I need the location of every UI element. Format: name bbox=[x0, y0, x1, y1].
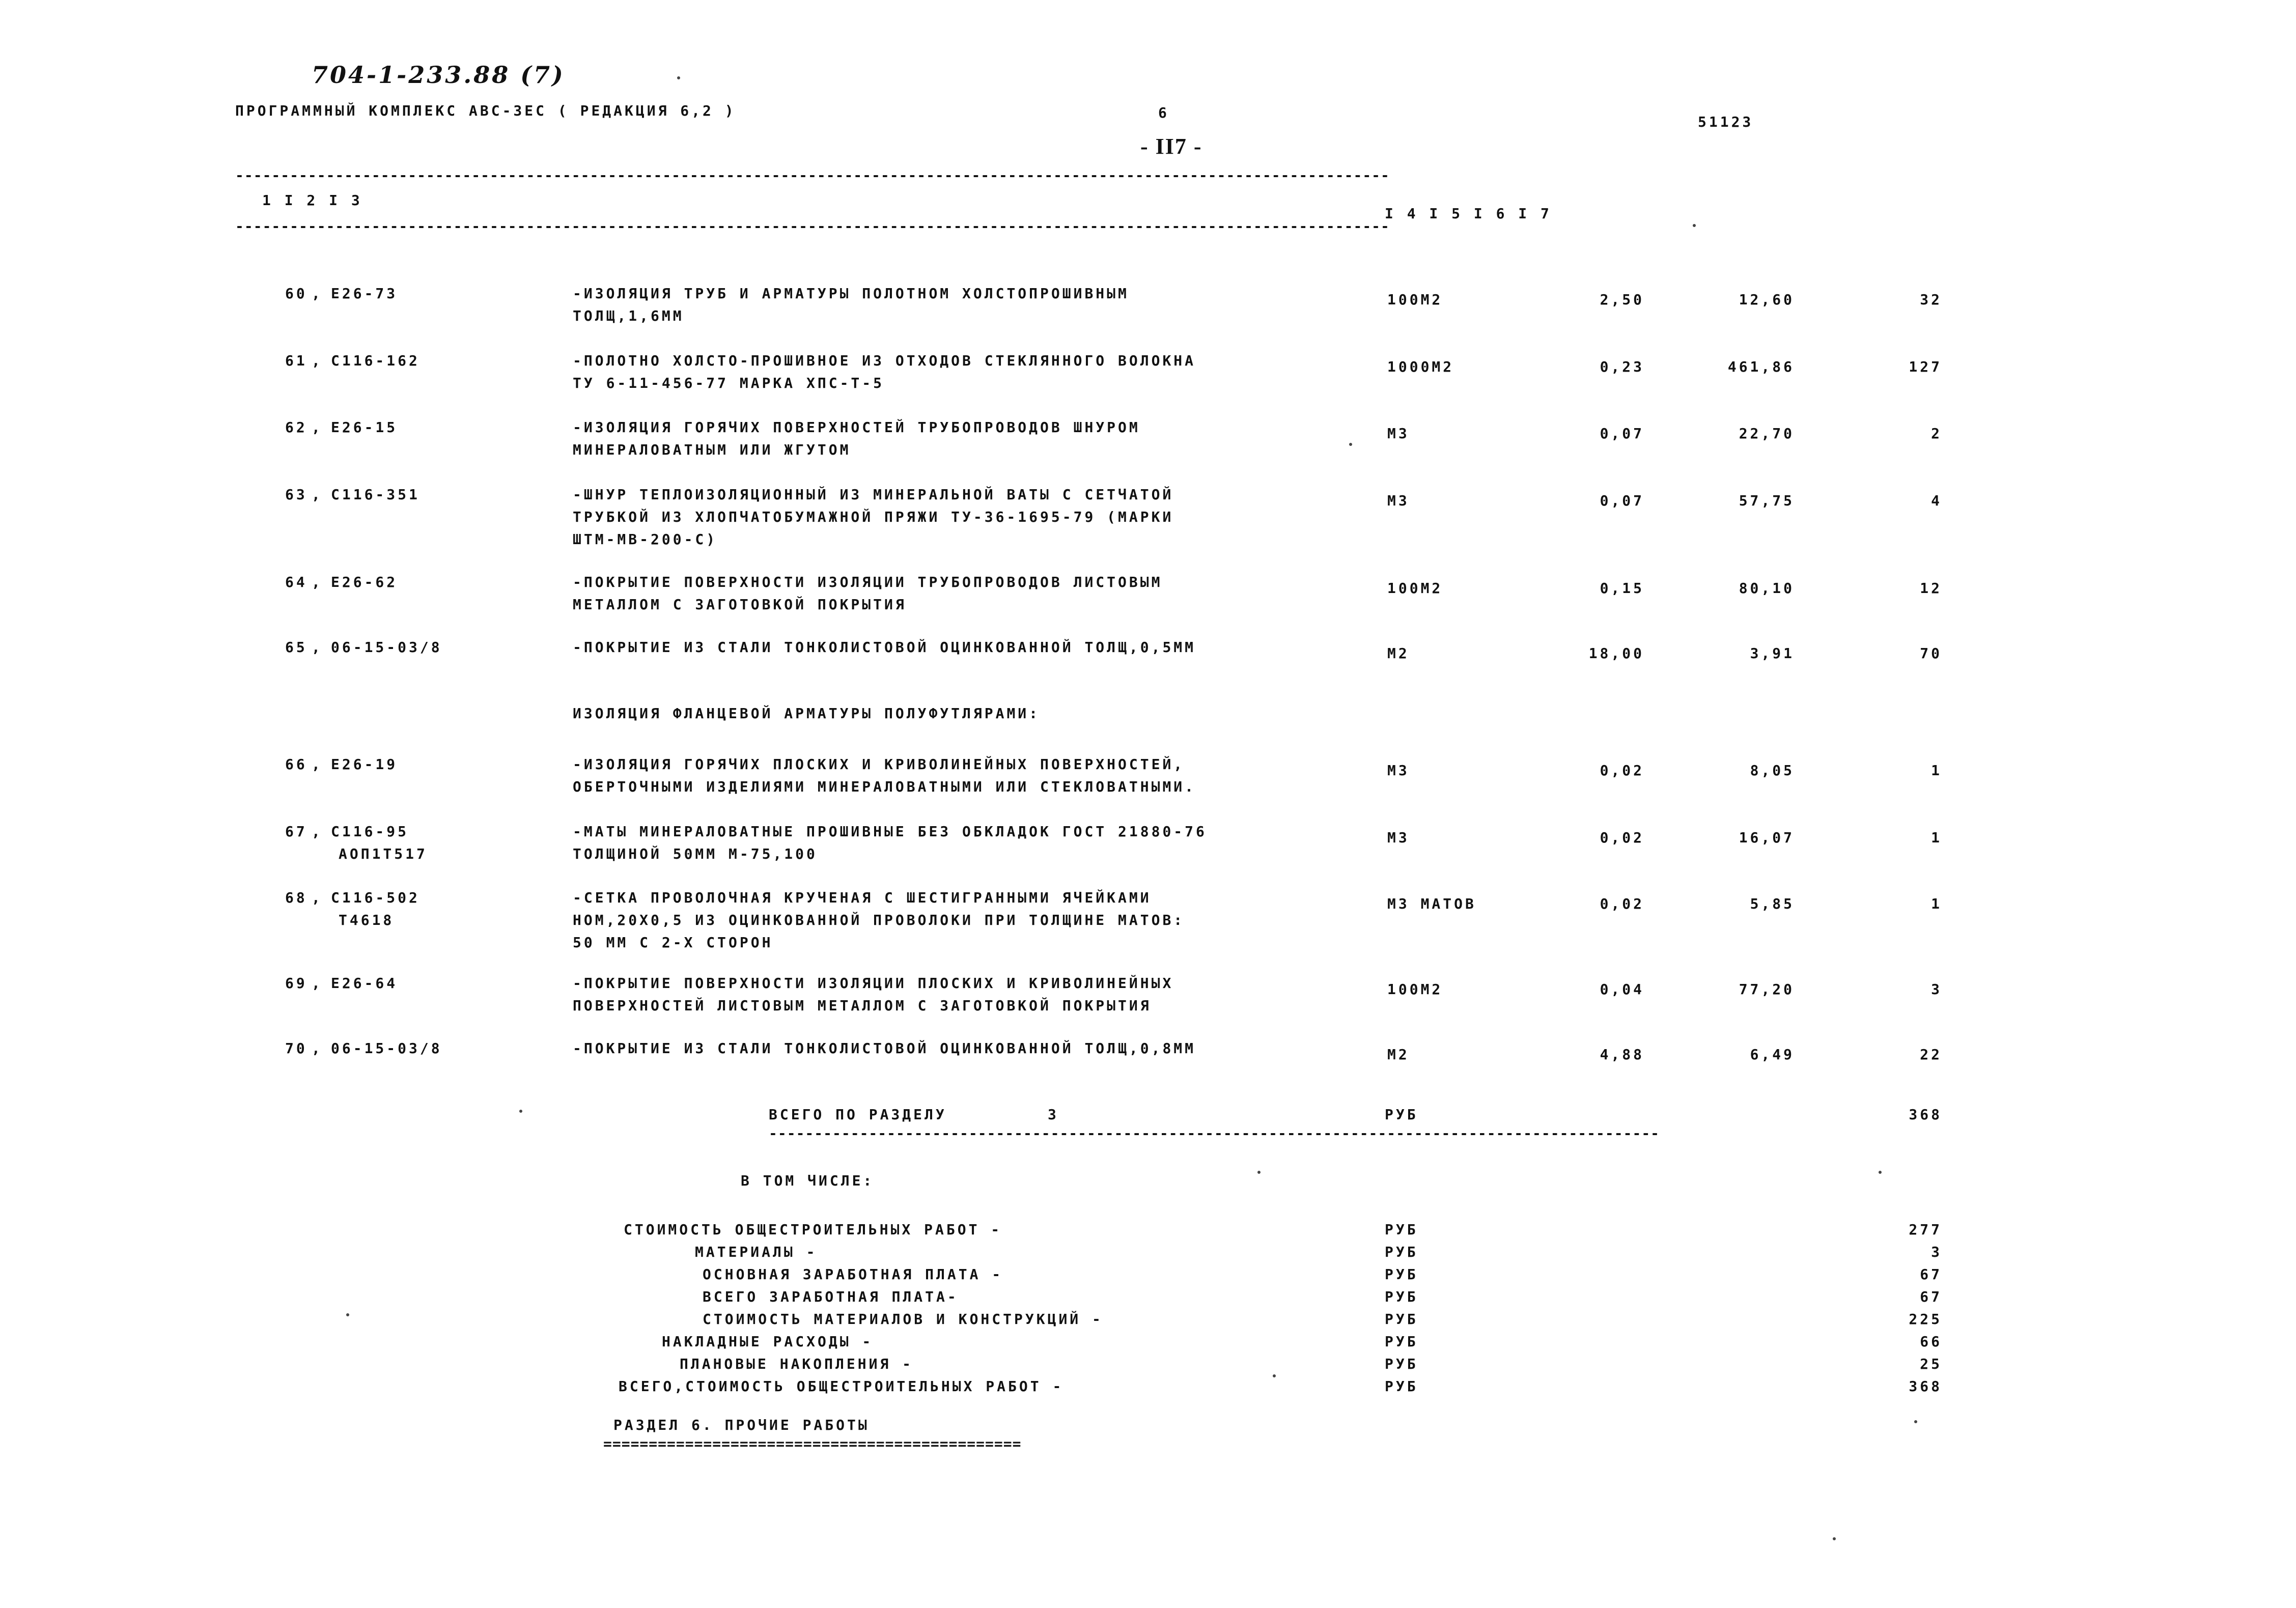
breakdown-label: ОСНОВНАЯ ЗАРАБОТНАЯ ПЛАТА - bbox=[703, 1266, 1003, 1283]
row-index: 65 bbox=[285, 639, 307, 656]
row-description-line: -СЕТКА ПРОВОЛОЧНАЯ КРУЧЕНАЯ С ШЕСТИГРАННЫМИ ЯЧЕЙКАМИ bbox=[573, 889, 1152, 906]
row-index: 67 bbox=[285, 823, 307, 840]
row-index-separator: , bbox=[312, 639, 323, 656]
row-index-separator: , bbox=[312, 486, 323, 503]
section-total-number: 3 bbox=[1048, 1106, 1059, 1123]
breakdown-label: СТОИМОСТЬ ОБЩЕСТРОИТЕЛЬНЫХ РАБОТ - bbox=[624, 1221, 1002, 1238]
row-total: 32 bbox=[1920, 291, 1942, 308]
row-index-separator: , bbox=[312, 823, 323, 840]
row-description-line: -МАТЫ МИНЕРАЛОВАТНЫЕ ПРОШИВНЫЕ БЕЗ ОБКЛАДОК ГОСТ 21880-76 bbox=[573, 823, 1207, 840]
breakdown-value: 67 bbox=[1920, 1288, 1942, 1305]
row-code: С116-351 bbox=[331, 486, 420, 503]
table-header-left-labels: 1 I 2 I 3 bbox=[262, 192, 362, 209]
row-total: 12 bbox=[1920, 580, 1942, 597]
row-index-separator: , bbox=[312, 975, 323, 992]
row-total: 1 bbox=[1931, 895, 1942, 912]
row-total: 70 bbox=[1920, 645, 1942, 662]
row-unit: М3 bbox=[1387, 762, 1410, 779]
breakdown-heading: В ТОМ ЧИСЛЕ: bbox=[741, 1172, 875, 1189]
row-code: Е26-19 bbox=[331, 756, 398, 773]
row-total: 1 bbox=[1931, 762, 1942, 779]
breakdown-value: 3 bbox=[1931, 1244, 1942, 1260]
row-code: Е26-62 bbox=[331, 574, 398, 590]
row-description-line: -ПОКРЫТИЕ ИЗ СТАЛИ ТОНКОЛИСТОВОЙ ОЦИНКОВАННОЙ ТОЛЩ,0,8ММ bbox=[573, 1040, 1196, 1057]
row-description-line: ОБЕРТОЧНЫМИ ИЗДЕЛИЯМИ МИНЕРАЛОВАТНЫМИ ИЛИ СТЕКЛОВАТНЫМИ. bbox=[573, 778, 1196, 795]
row-code: 06-15-03/8 bbox=[331, 639, 442, 656]
row-quantity: 0,15 bbox=[1600, 580, 1644, 597]
table-header-right-labels: I 4 I 5 I 6 I 7 bbox=[1385, 205, 1552, 222]
row-total: 3 bbox=[1931, 981, 1942, 998]
row-description-line: -ПОЛОТНО ХОЛСТО-ПРОШИВНОЕ ИЗ ОТХОДОВ СТЕКЛЯННОГО ВОЛОКНА bbox=[573, 352, 1196, 369]
breakdown-unit: РУБ bbox=[1385, 1311, 1418, 1328]
row-total: 2 bbox=[1931, 425, 1942, 442]
row-total: 4 bbox=[1931, 492, 1942, 509]
breakdown-label: МАТЕРИАЛЫ - bbox=[695, 1244, 818, 1260]
row-index-separator: , bbox=[312, 756, 323, 773]
code-right: 51123 bbox=[1698, 114, 1754, 130]
row-description-line: ТОЛЩ,1,6ММ bbox=[573, 307, 684, 324]
row-code: С116-95 bbox=[331, 823, 409, 840]
scan-speck bbox=[1257, 1171, 1261, 1174]
row-code-secondary: Т4618 bbox=[339, 912, 395, 928]
breakdown-value: 66 bbox=[1920, 1333, 1942, 1350]
table-rule-top: ------------------------------------------------------------------------------------------------------------------------------- bbox=[235, 168, 1390, 183]
row-description-line: -ИЗОЛЯЦИЯ ГОРЯЧИХ ПОВЕРХНОСТЕЙ ТРУБОПРОВОДОВ ШНУРОМ bbox=[573, 419, 1140, 436]
breakdown-value: 368 bbox=[1909, 1378, 1942, 1395]
row-description-line: ТРУБКОЙ ИЗ ХЛОПЧАТОБУМАЖНОЙ ПРЯЖИ ТУ-36-1695-79 (МАРКИ bbox=[573, 509, 1174, 525]
page-number: - II7 - bbox=[1140, 134, 1202, 159]
row-unit: 100М2 bbox=[1387, 291, 1443, 308]
row-index: 64 bbox=[285, 574, 307, 590]
row-unit: 100М2 bbox=[1387, 580, 1443, 597]
breakdown-label: ВСЕГО ЗАРАБОТНАЯ ПЛАТА- bbox=[703, 1288, 959, 1305]
row-code: Е26-73 bbox=[331, 285, 398, 302]
table-rule-bottom: ------------------------------------------------------------------------------------------------------------------------------- bbox=[235, 219, 1390, 234]
breakdown-unit: РУБ bbox=[1385, 1356, 1418, 1372]
row-total: 22 bbox=[1920, 1046, 1942, 1063]
row-index-separator: , bbox=[312, 1040, 323, 1057]
row-unit: М3 bbox=[1387, 829, 1410, 846]
next-section-title: РАЗДЕЛ 6. ПРОЧИЕ РАБОТЫ bbox=[613, 1417, 870, 1433]
row-unit-price: 80,10 bbox=[1739, 580, 1795, 597]
row-code: Е26-15 bbox=[331, 419, 398, 436]
row-unit: 100М2 bbox=[1387, 981, 1443, 998]
breakdown-value: 277 bbox=[1909, 1221, 1942, 1238]
scan-speck bbox=[1879, 1171, 1882, 1174]
row-unit-price: 5,85 bbox=[1750, 895, 1795, 912]
row-unit-price: 461,86 bbox=[1727, 358, 1795, 375]
row-unit-price: 3,91 bbox=[1750, 645, 1795, 662]
row-index: 62 bbox=[285, 419, 307, 436]
row-unit-price: 8,05 bbox=[1750, 762, 1795, 779]
row-quantity: 0,02 bbox=[1600, 829, 1644, 846]
row-description-line: МИНЕРАЛОВАТНЫМ ИЛИ ЖГУТОМ bbox=[573, 441, 851, 458]
breakdown-unit: РУБ bbox=[1385, 1333, 1418, 1350]
row-unit-price: 6,49 bbox=[1750, 1046, 1795, 1063]
row-description-line: -ИЗОЛЯЦИЯ ГОРЯЧИХ ПЛОСКИХ И КРИВОЛИНЕЙНЫХ ПОВЕРХНОСТЕЙ, bbox=[573, 756, 1185, 773]
row-description-line: -ПОКРЫТИЕ ПОВЕРХНОСТИ ИЗОЛЯЦИИ ТРУБОПРОВОДОВ ЛИСТОВЫМ bbox=[573, 574, 1163, 590]
row-description-line: ШТМ-МВ-200-С) bbox=[573, 531, 718, 548]
row-index-separator: , bbox=[312, 419, 323, 436]
row-unit: М2 bbox=[1387, 645, 1410, 662]
breakdown-value: 67 bbox=[1920, 1266, 1942, 1283]
row-description-line: ПОВЕРХНОСТЕЙ ЛИСТОВЫМ МЕТАЛЛОМ С ЗАГОТОВКОЙ ПОКРЫТИЯ bbox=[573, 997, 1152, 1014]
row-index: 70 bbox=[285, 1040, 307, 1057]
scan-speck bbox=[1273, 1374, 1276, 1377]
row-unit-price: 77,20 bbox=[1739, 981, 1795, 998]
breakdown-label: НАКЛАДНЫЕ РАСХОДЫ - bbox=[662, 1333, 874, 1350]
section-total-value: 368 bbox=[1909, 1106, 1942, 1123]
program-line: ПРОГРАММНЫЙ КОМПЛЕКС АВС-ЗЕС ( РЕДАКЦИЯ 6,2 ) bbox=[235, 102, 736, 119]
row-unit: М3 bbox=[1387, 492, 1410, 509]
row-code: Е26-64 bbox=[331, 975, 398, 992]
row-description-line: -ИЗОЛЯЦИЯ ТРУБ И АРМАТУРЫ ПОЛОТНОМ ХОЛСТОПРОШИВНЫМ bbox=[573, 285, 1129, 302]
row-description-line: ТУ 6-11-456-77 МАРКА ХПС-Т-5 bbox=[573, 375, 885, 391]
breakdown-value: 25 bbox=[1920, 1356, 1942, 1372]
scan-speck bbox=[1833, 1537, 1836, 1540]
row-quantity: 0,02 bbox=[1600, 762, 1644, 779]
row-index: 60 bbox=[285, 285, 307, 302]
row-description-line: 50 ММ С 2-Х СТОРОН bbox=[573, 934, 773, 951]
row-total: 127 bbox=[1909, 358, 1942, 375]
breakdown-label: ВСЕГО,СТОИМОСТЬ ОБЩЕСТРОИТЕЛЬНЫХ РАБОТ - bbox=[619, 1378, 1064, 1395]
row-quantity: 4,88 bbox=[1600, 1046, 1644, 1063]
row-unit-price: 22,70 bbox=[1739, 425, 1795, 442]
row-quantity: 0,04 bbox=[1600, 981, 1644, 998]
breakdown-unit: РУБ bbox=[1385, 1288, 1418, 1305]
row-code: С116-502 bbox=[331, 889, 420, 906]
breakdown-label: ПЛАНОВЫЕ НАКОПЛЕНИЯ - bbox=[680, 1356, 914, 1372]
row-description-line: МЕТАЛЛОМ С ЗАГОТОВКОЙ ПОКРЫТИЯ bbox=[573, 596, 907, 613]
row-quantity: 0,02 bbox=[1600, 895, 1644, 912]
breakdown-unit: РУБ bbox=[1385, 1266, 1418, 1283]
row-index-separator: , bbox=[312, 352, 323, 369]
breakdown-unit: РУБ bbox=[1385, 1378, 1418, 1395]
breakdown-value: 225 bbox=[1909, 1311, 1942, 1328]
row-index: 66 bbox=[285, 756, 307, 773]
row-description-line: ТОЛЩИНОЙ 50ММ М-75,100 bbox=[573, 845, 818, 862]
row-description-line: -ПОКРЫТИЕ ИЗ СТАЛИ ТОНКОЛИСТОВОЙ ОЦИНКОВАННОЙ ТОЛЩ,0,5ММ bbox=[573, 639, 1196, 656]
scan-speck bbox=[1349, 443, 1352, 446]
breakdown-unit: РУБ bbox=[1385, 1221, 1418, 1238]
row-unit: М3 МАТОВ bbox=[1387, 895, 1476, 912]
row-unit-price: 57,75 bbox=[1739, 492, 1795, 509]
row-quantity: 18,00 bbox=[1588, 645, 1644, 662]
next-section-rule: ============================================== bbox=[603, 1436, 1022, 1452]
row-index: 63 bbox=[285, 486, 307, 503]
row-code-secondary: АОП1Т517 bbox=[339, 845, 428, 862]
row-code: 06-15-03/8 bbox=[331, 1040, 442, 1057]
row-code: С116-162 bbox=[331, 352, 420, 369]
row-total: 1 bbox=[1931, 829, 1942, 846]
row-index-separator: , bbox=[312, 574, 323, 590]
section-total-rule: -------------------------------------------------------------------------------------------------- bbox=[769, 1126, 1660, 1141]
row-quantity: 0,07 bbox=[1600, 425, 1644, 442]
row-unit: 1000М2 bbox=[1387, 358, 1454, 375]
page-small-number: 6 bbox=[1158, 104, 1169, 121]
handwritten-document-code: 704-1-233.88 (7) bbox=[312, 61, 565, 89]
row-description-line: ИЗОЛЯЦИЯ ФЛАНЦЕВОЙ АРМАТУРЫ ПОЛУФУТЛЯРАМИ: bbox=[573, 705, 1041, 722]
scan-speck bbox=[519, 1110, 522, 1113]
row-index-separator: , bbox=[312, 285, 323, 302]
row-description-line: -ПОКРЫТИЕ ПОВЕРХНОСТИ ИЗОЛЯЦИИ ПЛОСКИХ И КРИВОЛИНЕЙНЫХ bbox=[573, 975, 1174, 992]
section-total-unit: РУБ bbox=[1385, 1106, 1418, 1123]
breakdown-label: СТОИМОСТЬ МАТЕРИАЛОВ И КОНСТРУКЦИЙ - bbox=[703, 1311, 1103, 1328]
row-unit-price: 12,60 bbox=[1739, 291, 1795, 308]
row-description-line: НОМ,20Х0,5 ИЗ ОЦИНКОВАННОЙ ПРОВОЛОКИ ПРИ ТОЛЩИНЕ МАТОВ: bbox=[573, 912, 1185, 928]
row-index: 68 bbox=[285, 889, 307, 906]
row-index: 61 bbox=[285, 352, 307, 369]
scan-speck bbox=[1914, 1420, 1917, 1423]
row-unit: М2 bbox=[1387, 1046, 1410, 1063]
row-unit: М3 bbox=[1387, 425, 1410, 442]
row-description-line: -ШНУР ТЕПЛОИЗОЛЯЦИОННЫЙ ИЗ МИНЕРАЛЬНОЙ ВАТЫ С СЕТЧАТОЙ bbox=[573, 486, 1174, 503]
row-quantity: 0,07 bbox=[1600, 492, 1644, 509]
row-quantity: 2,50 bbox=[1600, 291, 1644, 308]
row-index-separator: , bbox=[312, 889, 323, 906]
scan-speck bbox=[677, 76, 680, 79]
scan-speck bbox=[346, 1313, 349, 1316]
row-unit-price: 16,07 bbox=[1739, 829, 1795, 846]
scan-speck bbox=[1693, 224, 1696, 227]
breakdown-unit: РУБ bbox=[1385, 1244, 1418, 1260]
row-quantity: 0,23 bbox=[1600, 358, 1644, 375]
section-total-label: ВСЕГО ПО РАЗДЕЛУ bbox=[769, 1106, 947, 1123]
row-index: 69 bbox=[285, 975, 307, 992]
